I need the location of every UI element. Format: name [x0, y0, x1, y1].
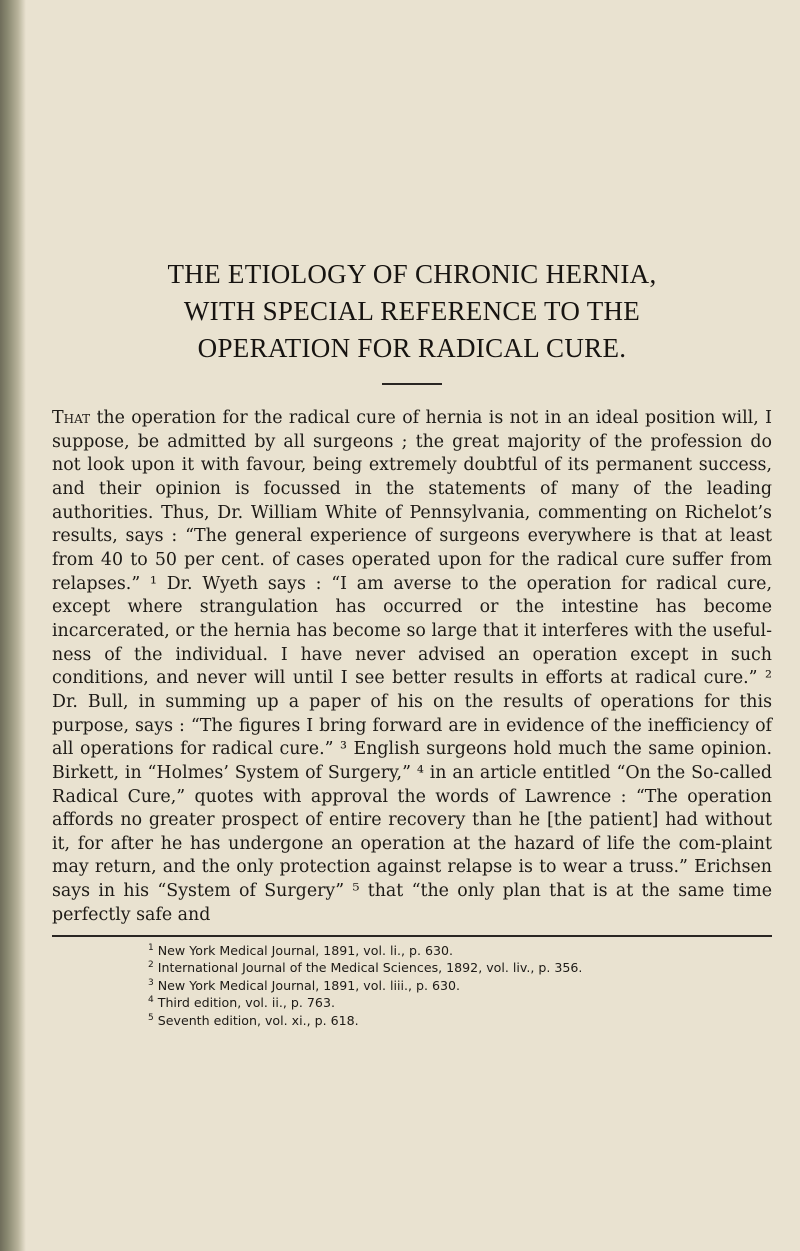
- footnote-5-text: Seventh edition, vol. xi., p. 618.: [157, 1012, 359, 1028]
- footnote-1-text: New York Medical Journal, 1891, vol. li., p. 630.: [157, 943, 454, 959]
- footnotes: [52, 941, 772, 1028]
- footnote-divider: [52, 935, 772, 937]
- footnote-2: [148, 958, 772, 975]
- footnote-4-text: Third edition, vol. ii., p. 763.: [157, 995, 335, 1011]
- book-page: [52, 256, 772, 1028]
- footnote-3-text: New York Medical Journal, 1891, vol. liii., p. 630.: [157, 977, 460, 993]
- chapter-title-line-3: OPERATION FOR RADICAL CURE.: [197, 333, 627, 363]
- chapter-title: [52, 256, 772, 367]
- opening-word: That: [52, 408, 91, 428]
- body-text: the operation for the radical cure of hernia is not in an ideal position will, I suppose, be admitted by all surgeons ; the great majority of the profession do not look upon it with favour, being extremely doubtful of its permanent success, and their opinion is focussed in the statements of many of the leading authorities. Thus, Dr. William White of Pennsylvania, commenting on Richelot’s results, says : “The general experience of surgeons everywhere is that at least from 40 to 50 per cent. of cases operated upon for the radical cure suffer from relapses.” ¹ Dr. Wyeth says : “I am averse to the operation for radical cure, except where strangulation has occurred or the intestine has become incarcerated, or the hernia has become so large that it interferes with the useful-ness of the individual. I have never advised an operation except in such conditions, and never will until I see better results in efforts at radical cure.” ² Dr. Bull, in summing up a paper of his on the results of operations for this purpose, says : “The figures I bring forward are in evidence of the inefficiency of all operations for radical cure.” ³ English surgeons hold much the same opinion. Birkett, in “Holmes’ System of Surgery,” ⁴ in an article entitled “On the So-called Radical Cure,” quotes with approval the words of Lawrence : “The operation affords no greater prospect of entire recovery than he [the patient] had without it, for after he has undergone an operation at the hazard of life the com-plaint may return, and the only protection against relapse is to wear a truss.” Erichsen says in his “System of Surgery” ⁵ that “the only plan that is at the same time perfectly safe and: [52, 408, 772, 925]
- footnote-1-mark: 1: [148, 942, 154, 953]
- footnote-3-mark: 3: [148, 977, 154, 988]
- footnote-5-mark: 5: [148, 1012, 154, 1023]
- title-divider: [382, 383, 442, 385]
- footnote-2-mark: 2: [148, 960, 154, 971]
- footnote-1: [148, 941, 772, 958]
- footnote-2-text: International Journal of the Medical Sciences, 1892, vol. liv., p. 356.: [157, 960, 583, 976]
- chapter-title-line-1: THE ETIOLOGY OF CHRONIC HERNIA,: [167, 259, 657, 289]
- body-paragraph: [52, 407, 772, 927]
- footnote-3: [148, 976, 772, 993]
- chapter-title-line-2: WITH SPECIAL REFERENCE TO THE: [183, 296, 641, 326]
- footnote-4: [148, 993, 772, 1010]
- book-binding-edge: [0, 0, 26, 1251]
- footnote-4-mark: 4: [148, 995, 154, 1006]
- footnote-5: [148, 1011, 772, 1028]
